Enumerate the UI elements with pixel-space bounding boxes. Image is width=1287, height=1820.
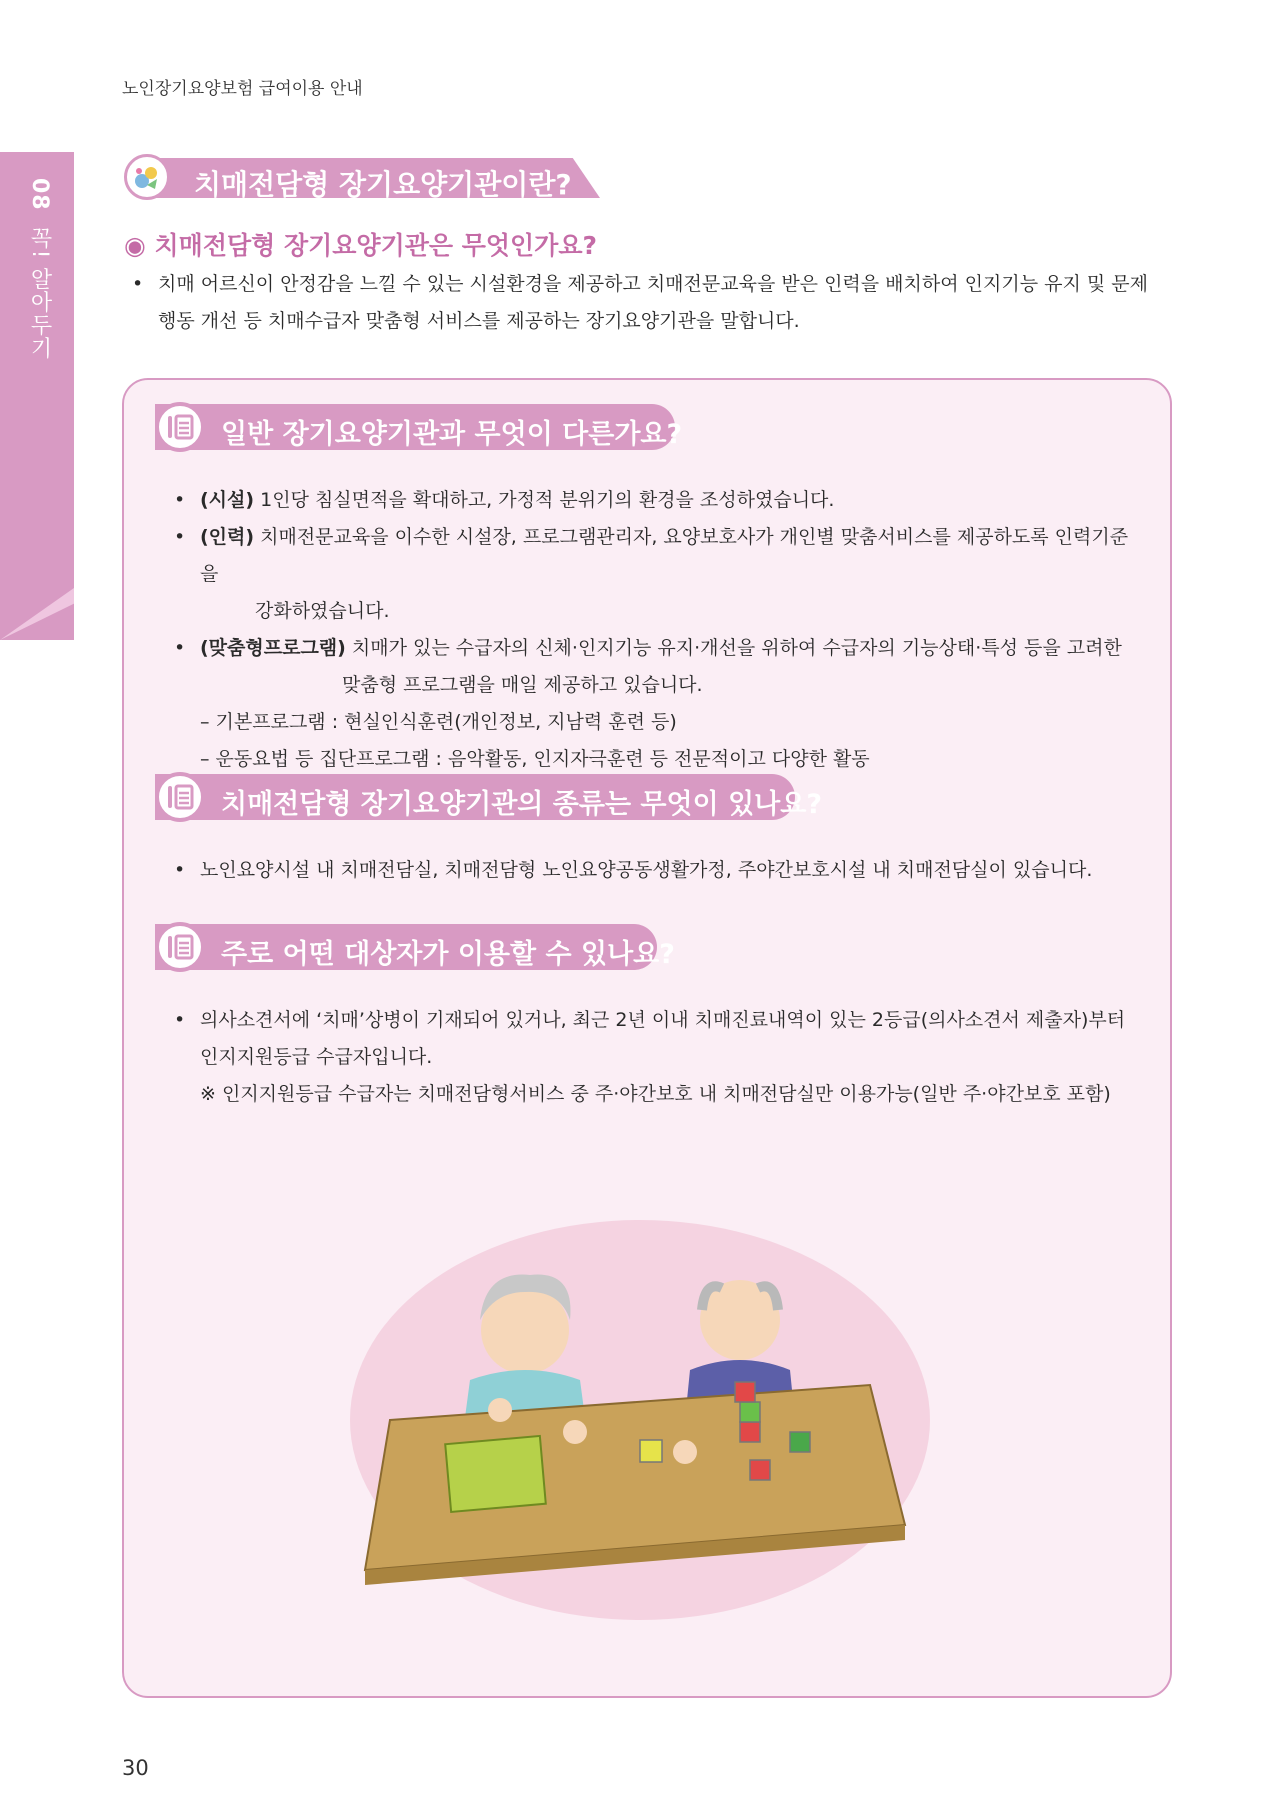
side-tab-label xyxy=(24,178,55,359)
list-item xyxy=(172,519,1132,593)
item-continuation: 인지지원등급 수급자입니다. xyxy=(200,1046,433,1068)
document-icon xyxy=(155,922,205,972)
list-item xyxy=(172,482,1132,519)
intro-line: 행동 개선 등 치매수급자 맞춤형 서비스를 제공하는 장기요양기관을 말합니다. xyxy=(158,310,800,332)
intro-line: • 치매 어르신이 안정감을 느낄 수 있는 시설환경을 제공하고 치매전문교육을 받은 인력을 배치하여 인지기능 유지 및 문제 xyxy=(130,266,1180,303)
section-title: 치매전담형 장기요양기관의 종류는 무엇이 있나요? xyxy=(221,789,822,820)
page-number: 30 xyxy=(122,1756,149,1780)
sub-item: – 기본프로그램 : 현실인식훈련(개인정보, 지남력 훈련 등) xyxy=(200,711,677,733)
list-item: • 노인요양시설 내 치매전담실, 치매전담형 노인요양공동생활가정, 주야간보호시설 내 치매전담실이 있습니다. xyxy=(172,852,1132,889)
flower-icon xyxy=(124,154,170,200)
chapter-label: 꼭! 알아두기 xyxy=(27,226,52,360)
section-header-difference xyxy=(155,402,683,452)
document-icon xyxy=(155,772,205,822)
item-continuation: 강화하였습니다. xyxy=(255,600,390,622)
item-label: (맞춤형프로그램) xyxy=(200,637,346,659)
document-icon xyxy=(155,402,205,452)
question-title: ◉ 치매전담형 장기요양기관은 무엇인가요? xyxy=(124,231,597,260)
section-header-types xyxy=(155,772,822,822)
item-text: 치매가 있는 수급자의 신체·인지기능 유지·개선을 위하여 수급자의 기능상태·특성 등을 고려한 xyxy=(345,637,1122,659)
sub-item: – 운동요법 등 집단프로그램 : 음악활동, 인지자극훈련 등 전문적이고 다양한 활동 xyxy=(200,748,870,770)
item-continuation: 맞춤형 프로그램을 매일 제공하고 있습니다. xyxy=(342,674,703,696)
running-header: 노인장기요양보험 급여이용 안내 xyxy=(122,79,363,99)
list-item xyxy=(172,630,1132,667)
note-text: ※ 인지지원등급 수급자는 치매전담형서비스 중 주·야간보호 내 치매전담실만 이용가능(일반 주·야간보호 포함) xyxy=(200,1083,1111,1105)
chapter-number: 08 xyxy=(27,178,52,211)
list-item: • 의사소견서에 ‘치매’상병이 기재되어 있거나, 최근 2년 이내 치매진료내역이 있는 2등급(의사소견서 제출자)부터 xyxy=(172,1002,1132,1039)
section-title: 일반 장기요양기관과 무엇이 다른가요? xyxy=(221,419,683,450)
item-text: 치매전문교육을 이수한 시설장, 프로그램관리자, 요양보호사가 개인별 맞춤서비스를 제공하도록 인력기준을 xyxy=(200,526,1129,585)
intro-paragraph xyxy=(130,266,1180,340)
section-title: 주로 어떤 대상자가 이용할 수 있나요? xyxy=(221,939,675,970)
section-body-types xyxy=(172,852,1132,889)
section-body-difference xyxy=(172,482,1132,778)
main-title-banner xyxy=(124,154,600,200)
section-header-eligibility xyxy=(155,922,675,972)
item-label: (시설) xyxy=(200,489,255,511)
item-text: 1인당 침실면적을 확대하고, 가정적 분위기의 환경을 조성하였습니다. xyxy=(254,489,835,511)
section-body-eligibility xyxy=(172,1002,1132,1113)
item-label: (인력) xyxy=(200,526,255,548)
main-title: 치매전담형 장기요양기관이란? xyxy=(194,168,572,201)
elderly-puzzle-illustration xyxy=(330,1170,950,1620)
